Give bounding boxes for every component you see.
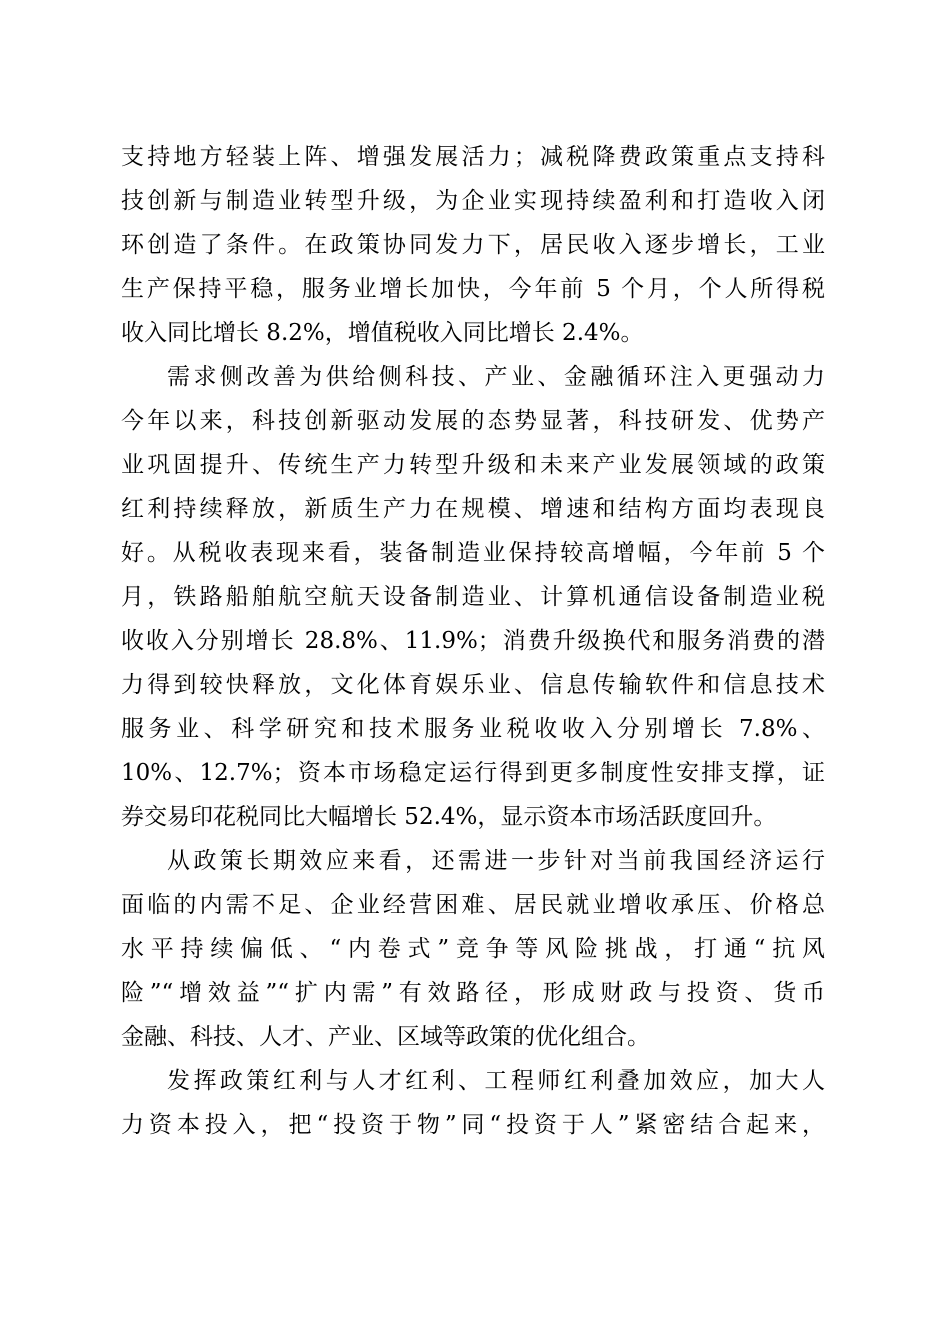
text-line: 红利持续释放，新质生产力在规模、增速和结构方面均表现良 [121,496,825,522]
paragraph-3 [121,839,825,1059]
paragraph-2 [121,355,825,839]
text-line: 今年以来，科技创新驱动发展的态势显著，科技研发、优势产 [121,408,825,434]
document-body [121,135,825,1147]
text-line: 险”“增效益”“扩内需”有效路径，形成财政与投资、货币 [121,980,825,1006]
text-line: 面临的内需不足、企业经营困难、居民就业增收承压、价格总 [121,892,825,918]
text-line: 需求侧改善为供给侧科技、产业、金融循环注入更强动力 [167,364,825,390]
text-line: 业巩固提升、传统生产力转型升级和未来产业发展领域的政策 [121,452,825,478]
text-line: 好。从税收表现来看，装备制造业保持较高增幅，今年前 5 个 [121,540,825,566]
text-line: 发挥政策红利与人才红利、工程师红利叠加效应，加大人 [167,1068,825,1094]
text-line: 环创造了条件。在政策协同发力下，居民收入逐步增长，工业 [121,232,825,258]
text-line: 力得到较快释放，文化体育娱乐业、信息传输软件和信息技术 [121,672,825,698]
text-line: 水平持续偏低、“内卷式”竞争等风险挑战，打通“抗风 [121,936,825,962]
text-line: 力资本投入，把“投资于物”同“投资于人”紧密结合起来， [121,1112,825,1138]
text-line: 技创新与制造业转型升级，为企业实现持续盈利和打造收入闭 [121,188,825,214]
text-line: 10%、12.7%；资本市场稳定运行得到更多制度性安排支撑，证 [121,760,825,786]
paragraph-1 [121,135,825,355]
text-line: 收入同比增长 8.2%，增值税收入同比增长 2.4%。 [121,320,644,346]
text-line: 生产保持平稳，服务业增长加快，今年前 5 个月，个人所得税 [121,276,825,302]
paragraph-4 [121,1059,825,1147]
text-line: 券交易印花税同比大幅增长 52.4%，显示资本市场活跃度回升。 [121,804,777,830]
text-line: 从政策长期效应来看，还需进一步针对当前我国经济运行 [167,848,825,874]
text-line: 月，铁路船舶航空航天设备制造业、计算机通信设备制造业税 [121,584,825,610]
text-line: 服务业、科学研究和技术服务业税收收入分别增长 7.8%、 [121,716,825,742]
text-line: 收收入分别增长 28.8%、11.9%；消费升级换代和服务消费的潜 [121,628,825,654]
text-line: 金融、科技、人才、产业、区域等政策的优化组合。 [121,1024,650,1050]
text-line: 支持地方轻装上阵、增强发展活力；减税降费政策重点支持科 [121,144,825,170]
